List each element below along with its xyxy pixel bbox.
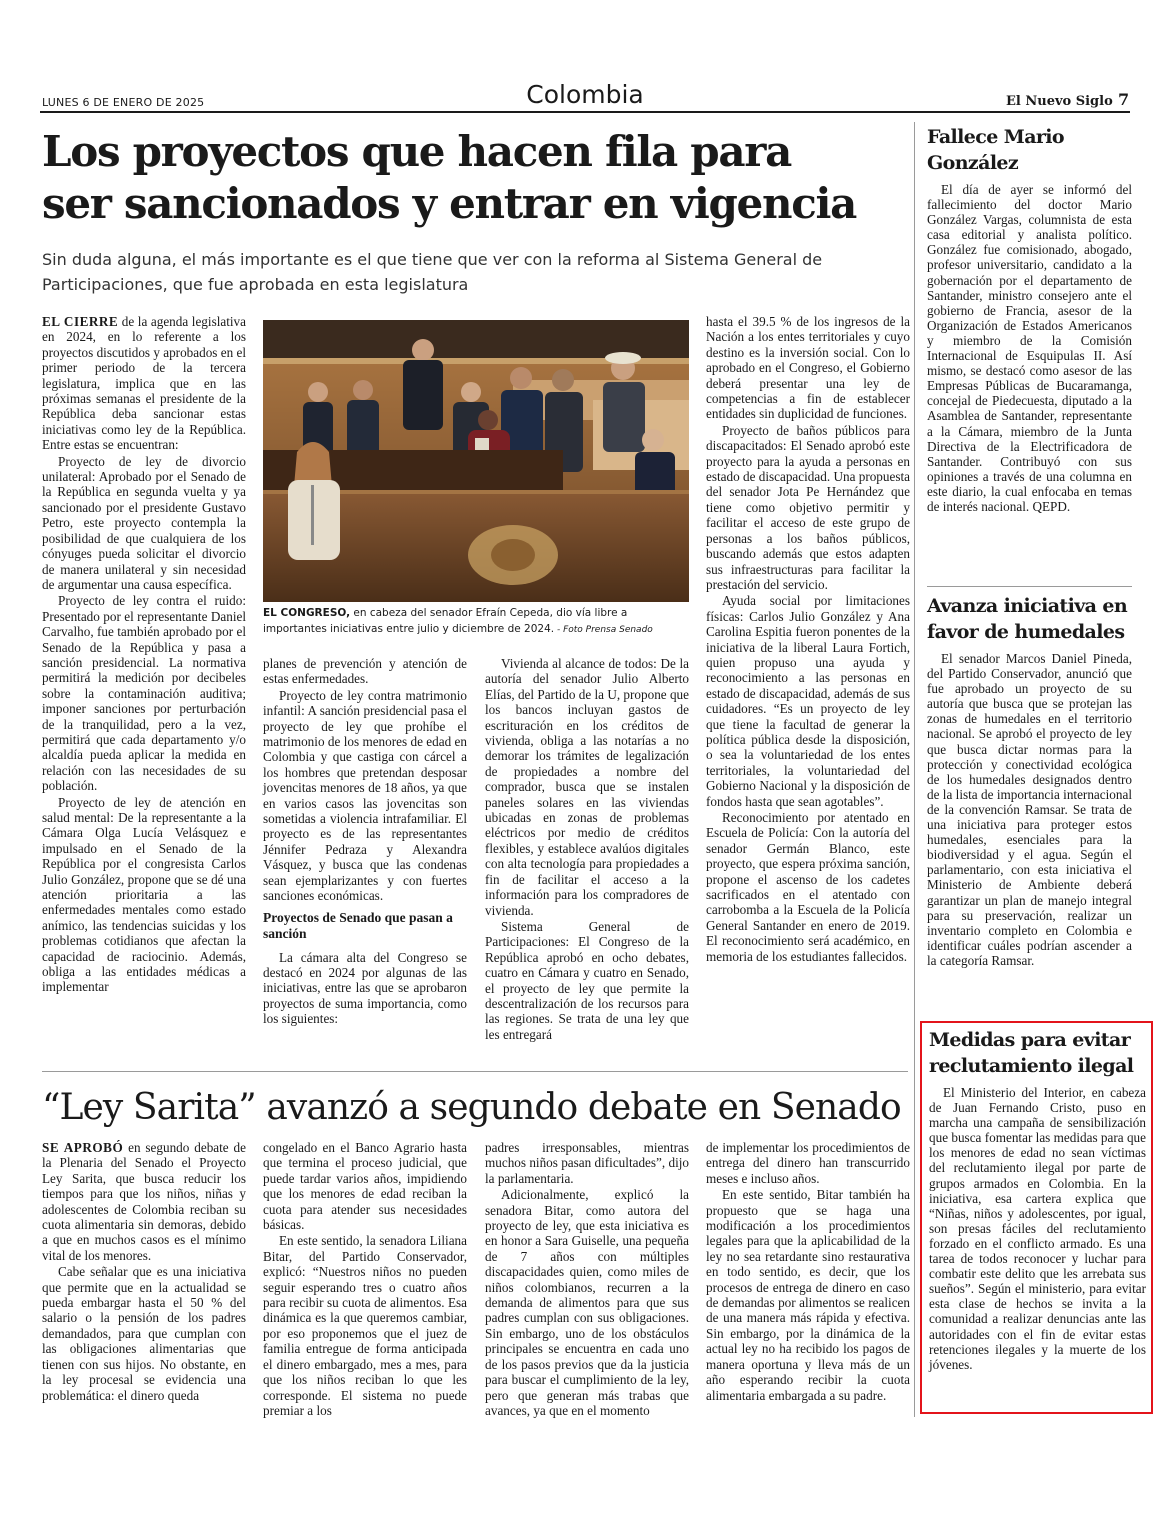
sidebar-item-recruitment-title (929, 1027, 1146, 1079)
sidebar-item-obituary (927, 124, 1132, 514)
story1-col1-p3: Proyecto de ley contra el ruido: Presentado por el representante Daniel Carvalho, fue también aprobado por el Senado de la República y pasa a sanción presidencial. La normativa permitirá la medición por decibeles sobre la contaminación auditiva; imponer sanciones por perturbación de la tranquilidad, pero a la vez, permitirá que cada departamento y/o alcaldía pueda aplicar la medida en relación con las necesidades de su población. (42, 593, 246, 794)
story2-col2-p2: En este sentido, la senadora Liliana Bitar, del Partido Conservador, explicó: “Nuestros niños no pueden seguir esperando tres o cuatro años para recibir su cuota de alimentos. Esa dinámica es la que queremos cambiar, por eso proponemos que el juez de familia entregue de forma anticipada el dinero embargado, mes a mes, para que los niños reciban lo que les corresponde. El sistema no puede premiar a los (263, 1233, 467, 1418)
story1-headline-line2: ser sancionados y entrar en vigencia (42, 179, 857, 228)
newspaper-name: El Nuevo Siglo (1006, 94, 1113, 109)
story1-intertitle: Proyectos de Senado que pasan a sanción (263, 909, 453, 941)
story1-column-4 (706, 314, 910, 965)
story1-column-3 (485, 656, 689, 1043)
story1-subhead-line1: Sin duda alguna, el más importante es el que tiene que ver con la reforma al Sistema General de (42, 250, 823, 269)
story-separator (42, 1071, 908, 1072)
sidebar-item-recruitment-body (929, 1085, 1146, 1372)
story1-col3-p1: Vivienda al alcance de todos: De la autoría del senador Julio Alberto Elías, del Partido de la U, propone que los bancos incluyan gastos de escrituración en los créditos de vivienda, obliga a las notarías a no demorar los trámites de legalización de propiedades a nombre del comprador, busca que se instalen paneles solares en las viviendas ubicadas en zonas de problemas eléctricos por medio de créditos flexibles, y establece avalúos digitales con alta tecnología para propiedades a fin de facilitar el acceso a la información para los compradores de vivienda. (485, 656, 689, 918)
story1-col4-p2: Proyecto de baños públicos para discapacitados: El Senado aprobó este proyecto para la ayuda a personas en estado de discapacidad. Una propuesta del senador Jota Pe Hernández que tiene como objetivo permitir y facilitar el acceso de este grupo de personas a los baños públicos, buscando además que estos adapten sus infraestructuras para facilitar la prestación del servicio. (706, 422, 910, 592)
page-date: LUNES 6 DE ENERO DE 2025 (42, 96, 205, 109)
sidebar-item-obituary-title-line2: González (927, 152, 1019, 174)
story2-column-2 (263, 1140, 467, 1419)
story1-headline-line1: Los proyectos que hacen fila para (42, 127, 791, 176)
sidebar-item-wetlands-title-line1: Avanza iniciativa en (927, 595, 1128, 617)
story2-col3-p1: padres irresponsables, mientras muchos niños pasan dificultades”, dijo la parlamentaria. (485, 1140, 690, 1186)
story1-col1-p2: Proyecto de ley de divorcio unilateral: Aprobado por el Senado de la República en segunda vuelta y ya sancionado por el presidente Gustavo Petro, este proyecto contempla la posibilidad de que cualquiera de los cónyuges pueda solicitar el divorcio de manera unilateral y sin necesidad de argumentar una causa específica. (42, 453, 246, 592)
story1-col4-p1: hasta el 39.5 % de los ingresos de la Nación a los entes territoriales y cuyo destino es la inversión social. Con lo aprobado en el Congreso, el Gobierno deberá presentar una ley de competencias a fin de establecer entidades sin duplicidad de funciones. (706, 314, 910, 422)
sidebar-item-wetlands (927, 593, 1132, 968)
story2-col4-p2: En este sentido, Bitar también ha propuesto que se haga una modificación a los procedimientos legales para que la aplicabilidad de la ley no sea retardante sino restaurativa en todo sentido, es decir, que los procesos de entrega de dinero en caso de demandas por alimentos se realicen de una manera más rápida y efectiva. Sin embargo, por la dinámica de la actual ley no ha recibido los pagos de manera oportuna y lleva más de un año esperando recibir la cuota alimentaria embargada a su padre. (706, 1187, 910, 1403)
story1-col2-p1: planes de prevención y atención de estas enfermedades. (263, 656, 467, 687)
sidebar-divider (914, 122, 915, 1417)
story1-column-2 (263, 656, 467, 1028)
story2-column-4 (706, 1140, 910, 1404)
sidebar-item-obituary-body (927, 182, 1132, 514)
story2-col1-p2: Cabe señalar que es una iniciativa que permite que en la actualidad se pueda embargar hasta el 50 % del salario o la pensión de los padres demandados, para que cumplan con las obligaciones alimentarias que tienen con sus hijos. No obstante, en la ley procesal se evidencia una problemática: el dinero queda (42, 1264, 246, 1403)
photo-caption-lead: EL CONGRESO, (263, 607, 351, 619)
story1-subhead-line2: Participaciones, que fue aprobada en esta legislatura (42, 275, 469, 294)
sidebar-separator-1 (927, 586, 1132, 587)
story1-col4-p3: Ayuda social por limitaciones físicas: Carlos Julio González y Ana Carolina Espitia fueron ponentes de la iniciativa de la liberal Laura Fortich, quien propuso una ayuda y reconocimiento a las personas en estado de discapacidad, además de sus cuidadores. “Es un proyecto de ley que tiene la facultad de generar la política pública desde la disposición, o sea la voluntariedad de los entes territoriales, la voluntariedad del Gobierno Nacional y la disposición de fondos hasta que sean agotables”. (706, 593, 910, 809)
story2-col3-p2: Adicionalmente, explicó la senadora Bitar, como autora del proyecto de ley, que esta iniciativa es en honor a Sara Guiselle, una pequeña de 7 años con múltiples discapacidades quien, como miles de niños colombianos, recurren a la demanda de alimentos para que sus padres cumplan con sus obligaciones. Sin embargo, uno de los obstáculos principales se encuentra en cada uno de los pasos previos que da la justicia para buscar el cumplimiento de la ley, pero que generan más trabas que avances, ya que en el momento (485, 1187, 689, 1418)
sidebar-item-obituary-title (927, 124, 1132, 176)
story2-col4-p1: de implementar los procedimientos de entrega del dinero han transcurrido meses e incluso años. (706, 1140, 910, 1186)
sidebar-item-wetlands-text: El senador Marcos Daniel Pineda, del Partido Conservador, anunció que fue aprobado un proyecto de su autoría que busca que se protejan las zonas de humedales en el territorio nacional. Se aprobó el proyecto de ley que busca dictar normas para la protección y conectividad ecológica de los humedales designados dentro de la lista de importancia internacional de la convención Ramsar. Se trata de una iniciativa para proteger estos humedales, esenciales para la biodiversidad y el agua. Según el parlamentario, con esta iniciativa el Ministerio de Ambiente deberá garantizar un plan de manejo integral para su preservación, realizar un inventario completo en Colombia e identificar cuáles podrían ascender a la categoría Ramsar. (927, 651, 1132, 968)
story1-headline (42, 126, 908, 230)
story2-col2-p1: congelado en el Banco Agrario hasta que termina el proceso judicial, que puede tardar varios años, impidiendo que los menores de edad reciban la cuota para atender sus necesidades básicas. (263, 1140, 467, 1233)
story1-col4-p4: Reconocimiento por atentado en Escuela de Policía: Con la autoría del senador Germán Blanco, este proyecto, que espera próxima sanción, propone el ascenso de los cadetes sacrificados en el atentado con carrobomba a la Escuela de la Policía General Santander en enero de 2019. El reconocimiento será académico, en memoria de los estudiantes fallecidos. (706, 810, 910, 964)
sidebar-item-obituary-text: El día de ayer se informó del fallecimiento del doctor Mario González Vargas, columnista de esta casa editorial y analista político. González fue comisionado, abogado, profesor universitario, candidato a la gobernación por el departamento de Santander, ministro consejero ante el gobierno de Francia, asesor de la Organización de Estados Americanos y miembro de la Comisión Internacional de Esquipulas II. Así mismo, se destacó como asesor de las Empresas Públicas de Bucaramanga, concejal de Piedecuesta, diputado a la Asamblea de Santander, representante a la Cámara, miembro de la Junta Directiva de la Electrificadora de Santander. Contribuyó con sus opiniones a través de una columna en este diario, la cual enfocaba en temas de interés nacional. QEPD. (927, 182, 1132, 514)
story1-col1-p1: de la agenda legislativa en 2024, en lo referente a los proyectos discutidos y aprobados en el primer periodo de la tercera legislatura, implica que en las próximas semanas el presidente de la República deba sancionar estas iniciativas como ley de la República. Entre estas se encuentran: (42, 314, 246, 453)
header-rule (40, 111, 1130, 113)
story2-col1-p1: en segundo debate de la Plenaria del Senado el Proyecto Ley Sarita, que busca reducir los tiempos para que los niños, niñas y adolescentes de Colombia reciban su cuota alimentaria sin demoras, debido a que en muchos casos es el mínimo vital de los menores. (42, 1140, 246, 1263)
sidebar-item-recruitment-title-line1: Medidas para evitar (929, 1029, 1131, 1051)
story2-headline: “Ley Sarita” avanzó a segundo debate en Senado (42, 1087, 901, 1128)
sidebar-item-wetlands-title-line2: favor de humedales (927, 621, 1125, 643)
sidebar-item-recruitment-title-line2: reclutamiento ilegal (929, 1055, 1134, 1077)
congress-photo-image (263, 320, 689, 602)
sidebar-item-wetlands-title (927, 593, 1132, 645)
story1-subhead (42, 247, 908, 297)
page-number: 7 (1118, 90, 1130, 109)
story2-column-3 (485, 1140, 689, 1419)
story1-col2-p3: La cámara alta del Congreso se destacó en 2024 por algunas de las iniciativas, entre las que se aprobaron proyectos de suma importancia, como los siguientes: (263, 949, 467, 1027)
story1-col1-p4: Proyecto de ley de atención en salud mental: De la representante a la Cámara Olga Lucía Velásquez e impulsado en el Senado de la República por el congresista Carlos Julio González, propone que se dé una atención prioritaria a las enfermedades mentales como estado anímico, las tendencias suicidas y los problemas cotidianos que afectan la capacidad de raciocinio. Además, obliga a las entidades médicas a implementar (42, 794, 246, 995)
congress-photo (263, 320, 689, 602)
sidebar-item-recruitment-text: El Ministerio del Interior, en cabeza de Juan Fernando Cristo, puso en marcha una campaña de sensibilización que busca fomentar las medidas para que los menores de edad no sean víctimas del reclutamiento ilegal por parte de grupos armados en Colombia. En la iniciativa, esa cartera explica que “Niñas, niños y adolescentes, por igual, son presas fáciles del reclutamiento forzado en el conflicto armado. Es una tarea de todos reconocer y luchar para combatir este delito que les arrebata sus sueños”. Según el ministerio, para evitar esta clase de hechos se invita a la comunidad a realizar denuncias ante las autoridades con el fin de evitar estas retenciones ilegales y la muerte de los jóvenes. (929, 1085, 1146, 1372)
sidebar-item-recruitment (929, 1027, 1146, 1372)
story1-col2-p2: Proyecto de ley contra matrimonio infantil: A sanción presidencial pasa el proyecto de ley que prohíbe el matrimonio de los menores de edad en Colombia y que castiga con cárcel a los hombres que pretendan desposar jovencitas menores de 18 años, ya que en varios casos las jovencitas son sometidas a violencia intrafamiliar. El proyecto es de las representantes Jénnifer Pedraza y Alexandra Vásquez, y busca que las condenas sean ejemplarizantes y con fuertes sanciones económicas. (263, 687, 467, 904)
highlight-box (920, 1021, 1153, 1414)
story2-lead-word: SE APROBÓ (42, 1140, 124, 1155)
story1-col3-p2: Sistema General de Participaciones: El Congreso de la República aprobó en ocho debates, cuatro en Cámara y cuatro en Senado, el proyecto de ley que permite la descentralización de los recursos para las regiones. Se trata de una ley que les entregará (485, 918, 689, 1042)
story2-column-1 (42, 1140, 246, 1404)
sidebar-item-wetlands-body (927, 651, 1132, 968)
photo-caption (263, 605, 689, 638)
story1-column-1 (42, 314, 246, 996)
story1-lead-word: EL CIERRE (42, 314, 119, 329)
sidebar-item-obituary-title-line1: Fallece Mario (927, 126, 1065, 148)
section-title: Colombia (526, 80, 644, 109)
photo-caption-text: en cabeza del senador Efraín Cepeda, dio vía libre a importantes iniciativas entre julio y diciembre de 2024. (263, 607, 628, 635)
photo-credit: - Foto Prensa Senado (554, 625, 653, 635)
